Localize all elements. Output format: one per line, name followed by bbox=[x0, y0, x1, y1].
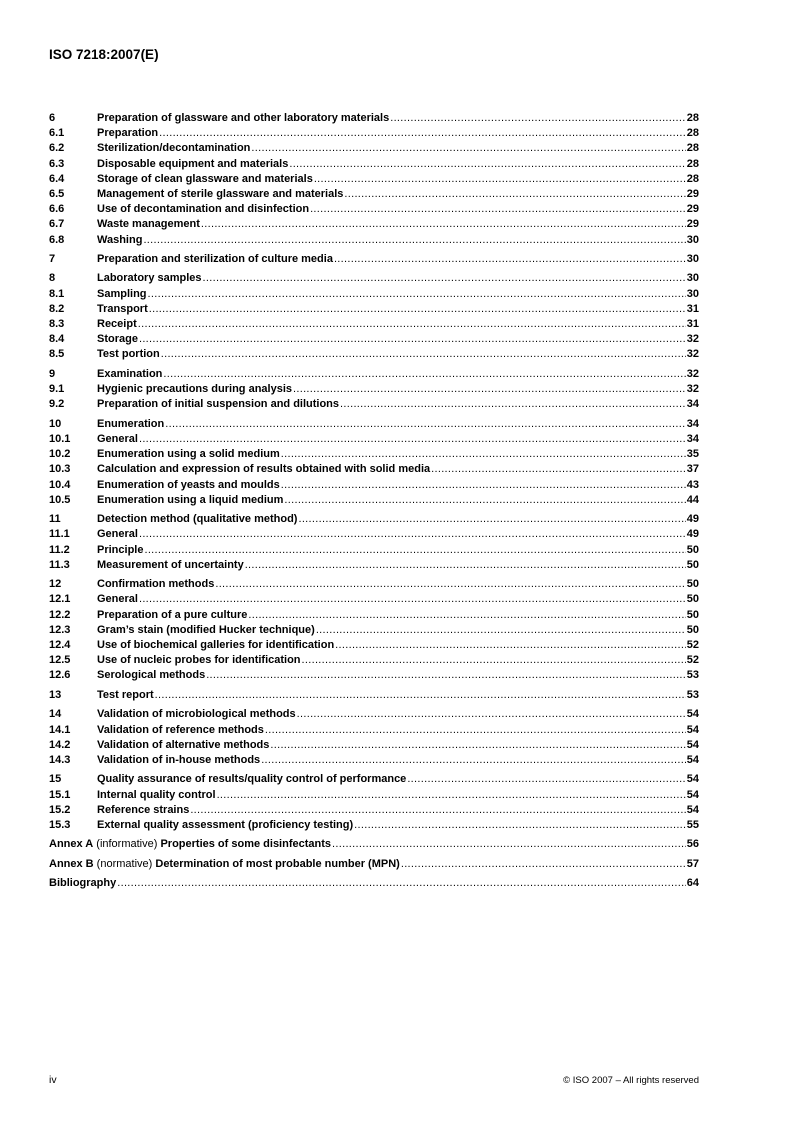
toc-page-number: 32 bbox=[686, 348, 699, 361]
toc-number: 11 bbox=[49, 513, 61, 526]
toc-number: 12 bbox=[49, 578, 62, 591]
toc-number: 7 bbox=[49, 252, 56, 265]
toc-number: 8.4 bbox=[49, 333, 65, 346]
toc-entry[interactable] bbox=[49, 141, 699, 156]
toc-page-number: 28 bbox=[686, 112, 699, 124]
toc-entry[interactable] bbox=[49, 558, 699, 573]
toc-entry[interactable] bbox=[49, 233, 699, 248]
toc-entry[interactable] bbox=[49, 317, 699, 332]
toc-leader-dots bbox=[139, 332, 686, 347]
toc-title: Use of decontamination and disinfection bbox=[97, 203, 310, 216]
toc-entry[interactable] bbox=[49, 111, 699, 126]
toc-title: Use of biochemical galleries for identification bbox=[97, 638, 335, 651]
toc-number: 6.3 bbox=[49, 157, 65, 170]
toc-leader-dots bbox=[335, 638, 686, 653]
toc-page-number: 52 bbox=[686, 638, 699, 651]
toc-leader-dots bbox=[314, 172, 686, 187]
toc-title: Enumeration bbox=[97, 417, 165, 430]
toc-page-number: 30 bbox=[686, 233, 699, 246]
copyright-notice: © ISO 2007 – All rights reserved bbox=[563, 1075, 699, 1086]
toc-title: Validation of alternative methods bbox=[97, 738, 270, 751]
toc-leader-dots bbox=[289, 157, 685, 172]
annex-qualifier: (normative) bbox=[93, 857, 156, 870]
toc-leader-dots bbox=[163, 367, 685, 382]
toc-title: Measurement of uncertainty bbox=[97, 558, 244, 571]
toc-entry[interactable] bbox=[49, 347, 699, 362]
toc-title: Calculation and expression of results obtained with solid media bbox=[97, 463, 431, 476]
toc-entry[interactable] bbox=[49, 753, 699, 768]
toc-number: 14.2 bbox=[49, 738, 71, 751]
toc-page-number: 49 bbox=[686, 513, 699, 526]
toc-title: Washing bbox=[97, 233, 143, 246]
toc-number: 6.4 bbox=[49, 172, 65, 185]
toc-page-number: 50 bbox=[686, 578, 699, 591]
toc-leader-dots bbox=[117, 876, 686, 891]
toc-page-number: 28 bbox=[686, 142, 699, 155]
toc-number: 15 bbox=[49, 773, 62, 786]
toc-entry[interactable] bbox=[49, 577, 699, 592]
toc-title: Storage bbox=[97, 333, 138, 346]
toc-page-number: 50 bbox=[686, 623, 699, 636]
toc-entry[interactable] bbox=[49, 723, 699, 738]
document-header: ISO 7218:2007(E) bbox=[49, 47, 159, 62]
annex-title: Properties of some disinfectants bbox=[160, 838, 332, 851]
toc-leader-dots bbox=[281, 447, 686, 462]
toc-leader-dots bbox=[245, 558, 686, 573]
toc-leader-dots bbox=[302, 653, 686, 668]
toc-leader-dots bbox=[161, 347, 686, 362]
toc-annex-title bbox=[49, 837, 331, 852]
toc-page-number: 57 bbox=[686, 857, 699, 870]
toc-title: Laboratory samples bbox=[97, 272, 202, 285]
toc-entry[interactable] bbox=[49, 772, 699, 787]
page-number: iv bbox=[49, 1074, 57, 1086]
toc-page-number: 30 bbox=[686, 272, 699, 285]
toc-entry[interactable] bbox=[49, 397, 699, 412]
toc-number: 12.5 bbox=[49, 654, 71, 667]
toc-number: 10.5 bbox=[49, 493, 71, 506]
toc-number: 8.3 bbox=[49, 318, 65, 331]
toc-entry[interactable] bbox=[49, 788, 699, 803]
toc-number: 12.1 bbox=[49, 593, 71, 606]
toc-title: Examination bbox=[97, 367, 163, 380]
toc-title: Confirmation methods bbox=[97, 578, 215, 591]
toc-leader-dots bbox=[265, 723, 686, 738]
toc-title: Validation of in-house methods bbox=[97, 753, 261, 766]
toc-entry[interactable] bbox=[49, 688, 699, 703]
toc-leader-dots bbox=[215, 577, 685, 592]
toc-page-number: 31 bbox=[686, 302, 699, 315]
table-of-contents bbox=[49, 111, 699, 892]
toc-entry[interactable] bbox=[49, 332, 699, 347]
toc-title: Test portion bbox=[97, 348, 160, 361]
toc-page-number: 29 bbox=[686, 203, 699, 216]
toc-page-number: 32 bbox=[686, 383, 699, 396]
toc-number: 12.6 bbox=[49, 669, 71, 682]
toc-leader-dots bbox=[390, 111, 686, 126]
toc-entry[interactable] bbox=[49, 382, 699, 397]
toc-number: 10 bbox=[49, 417, 62, 430]
toc-entry[interactable] bbox=[49, 512, 699, 527]
annex-label: Annex B bbox=[49, 857, 94, 870]
toc-annex-entry[interactable] bbox=[49, 837, 699, 852]
toc-page-number: 37 bbox=[686, 463, 699, 476]
toc-entry[interactable] bbox=[49, 302, 699, 317]
toc-entry[interactable] bbox=[49, 478, 699, 493]
toc-page-number: 54 bbox=[686, 803, 699, 816]
toc-title: Preparation of initial suspension and dilutions bbox=[97, 398, 340, 411]
toc-page-number: 34 bbox=[686, 432, 699, 445]
toc-page-number: 55 bbox=[686, 818, 699, 831]
annex-label: Annex A bbox=[49, 838, 94, 851]
toc-number: 8.2 bbox=[49, 302, 65, 315]
toc-title: Use of nucleic probes for identification bbox=[97, 654, 301, 667]
toc-leader-dots bbox=[155, 688, 686, 703]
toc-title: Reference strains bbox=[97, 803, 190, 816]
toc-leader-dots bbox=[354, 818, 686, 833]
annex-title: Determination of most probable number (MPN) bbox=[155, 857, 400, 870]
toc-entry[interactable] bbox=[49, 623, 699, 638]
toc-entry[interactable] bbox=[49, 803, 699, 818]
toc-leader-dots bbox=[206, 668, 686, 683]
toc-page-number: 54 bbox=[686, 723, 699, 736]
toc-page-number: 30 bbox=[686, 287, 699, 300]
toc-title: Enumeration using a solid medium bbox=[97, 448, 280, 461]
toc-page-number: 50 bbox=[686, 558, 699, 571]
toc-number: 14.1 bbox=[49, 723, 71, 736]
bibliography-title: Bibliography bbox=[49, 877, 117, 890]
toc-entry[interactable] bbox=[49, 592, 699, 607]
toc-page-number: 29 bbox=[686, 187, 699, 200]
toc-title: Principle bbox=[97, 543, 144, 556]
toc-entry[interactable] bbox=[49, 187, 699, 202]
toc-leader-dots bbox=[310, 202, 686, 217]
toc-title: Preparation and sterilization of culture media bbox=[97, 252, 333, 265]
toc-entry[interactable] bbox=[49, 707, 699, 722]
toc-leader-dots bbox=[203, 271, 686, 286]
toc-page-number: 43 bbox=[686, 478, 699, 491]
toc-entry[interactable] bbox=[49, 608, 699, 623]
toc-title: Preparation bbox=[97, 127, 159, 140]
toc-entry[interactable] bbox=[49, 668, 699, 683]
toc-number: 10.2 bbox=[49, 448, 71, 461]
toc-leader-dots bbox=[293, 382, 686, 397]
toc-page-number: 28 bbox=[686, 172, 699, 185]
toc-number: 10.4 bbox=[49, 478, 71, 491]
toc-bibliography-entry[interactable] bbox=[49, 876, 699, 891]
toc-number: 6.7 bbox=[49, 218, 65, 231]
toc-leader-dots bbox=[144, 543, 685, 558]
toc-title: Test report bbox=[97, 688, 154, 701]
toc-number: 13 bbox=[49, 688, 62, 701]
toc-number: 6.8 bbox=[49, 233, 65, 246]
toc-number: 6.2 bbox=[49, 142, 65, 155]
toc-leader-dots bbox=[139, 432, 686, 447]
toc-leader-dots bbox=[217, 788, 686, 803]
toc-leader-dots bbox=[139, 527, 686, 542]
toc-entry[interactable] bbox=[49, 462, 699, 477]
toc-leader-dots bbox=[340, 397, 686, 412]
toc-page-number: 52 bbox=[686, 654, 699, 667]
toc-page-number: 54 bbox=[686, 708, 699, 721]
toc-page-number: 32 bbox=[686, 367, 699, 380]
toc-leader-dots bbox=[149, 302, 686, 317]
toc-title: General bbox=[97, 528, 138, 541]
toc-leader-dots bbox=[190, 803, 685, 818]
toc-page-number: 49 bbox=[686, 528, 699, 541]
toc-number: 11.3 bbox=[49, 558, 70, 571]
toc-page-number: 64 bbox=[686, 877, 699, 890]
toc-leader-dots bbox=[334, 252, 686, 267]
toc-title: Serological methods bbox=[97, 669, 206, 682]
toc-page-number: 29 bbox=[686, 218, 699, 231]
toc-entry[interactable] bbox=[49, 527, 699, 542]
toc-title: General bbox=[97, 593, 138, 606]
toc-number: 6.5 bbox=[49, 187, 65, 200]
toc-leader-dots bbox=[148, 287, 686, 302]
toc-leader-dots bbox=[251, 141, 685, 156]
toc-leader-dots bbox=[407, 772, 685, 787]
toc-entry[interactable] bbox=[49, 818, 699, 833]
toc-title: Sampling bbox=[97, 287, 147, 300]
toc-page-number: 44 bbox=[686, 493, 699, 506]
toc-title: Enumeration of yeasts and moulds bbox=[97, 478, 280, 491]
toc-annex-entry[interactable] bbox=[49, 857, 699, 872]
toc-number: 6.6 bbox=[49, 203, 65, 216]
toc-number: 9.2 bbox=[49, 398, 65, 411]
toc-number: 14 bbox=[49, 708, 62, 721]
toc-title: Gram’s stain (modified Hucker technique) bbox=[97, 623, 315, 636]
annex-qualifier: (informative) bbox=[93, 838, 161, 851]
toc-page-number: 28 bbox=[686, 127, 699, 140]
toc-leader-dots bbox=[248, 608, 685, 623]
toc-leader-dots bbox=[201, 217, 686, 232]
toc-title: Preparation of a pure culture bbox=[97, 608, 248, 621]
toc-number: 11.2 bbox=[49, 543, 70, 556]
toc-page-number: 34 bbox=[686, 398, 699, 411]
toc-title: Hygienic precautions during analysis bbox=[97, 383, 292, 396]
toc-leader-dots bbox=[401, 857, 686, 872]
toc-entry[interactable] bbox=[49, 252, 699, 267]
toc-title: General bbox=[97, 432, 138, 445]
toc-page-number: 54 bbox=[686, 773, 699, 786]
toc-entry[interactable] bbox=[49, 638, 699, 653]
toc-leader-dots bbox=[138, 317, 686, 332]
toc-title: Sterilization/decontamination bbox=[97, 142, 251, 155]
toc-entry[interactable] bbox=[49, 417, 699, 432]
toc-leader-dots bbox=[297, 707, 686, 722]
toc-entry[interactable] bbox=[49, 738, 699, 753]
toc-page-number: 32 bbox=[686, 333, 699, 346]
toc-entry[interactable] bbox=[49, 217, 699, 232]
toc-leader-dots bbox=[270, 738, 685, 753]
toc-annex-title bbox=[49, 857, 400, 872]
toc-page-number: 50 bbox=[686, 608, 699, 621]
toc-page-number: 35 bbox=[686, 448, 699, 461]
toc-page-number: 50 bbox=[686, 543, 699, 556]
toc-title: Storage of clean glassware and materials bbox=[97, 172, 313, 185]
toc-number: 15.3 bbox=[49, 818, 71, 831]
toc-entry[interactable] bbox=[49, 126, 699, 141]
toc-number: 12.4 bbox=[49, 638, 71, 651]
toc-page-number: 31 bbox=[686, 318, 699, 331]
toc-title: Waste management bbox=[97, 218, 200, 231]
toc-leader-dots bbox=[281, 478, 686, 493]
toc-page-number: 56 bbox=[686, 838, 699, 851]
toc-number: 11.1 bbox=[49, 528, 70, 541]
toc-page-number: 34 bbox=[686, 417, 699, 430]
toc-title: Validation of microbiological methods bbox=[97, 708, 296, 721]
toc-entry[interactable] bbox=[49, 543, 699, 558]
toc-entry[interactable] bbox=[49, 287, 699, 302]
toc-number: 15.2 bbox=[49, 803, 71, 816]
toc-page-number: 54 bbox=[686, 788, 699, 801]
toc-page-number: 30 bbox=[686, 252, 699, 265]
toc-leader-dots bbox=[159, 126, 686, 141]
toc-number: 12.2 bbox=[49, 608, 71, 621]
toc-page-number: 50 bbox=[686, 593, 699, 606]
toc-number: 6.1 bbox=[49, 127, 65, 140]
toc-leader-dots bbox=[316, 623, 686, 638]
toc-entry[interactable] bbox=[49, 157, 699, 172]
toc-title: Quality assurance of results/quality control of performance bbox=[97, 773, 407, 786]
toc-title: Disposable equipment and materials bbox=[97, 157, 289, 170]
toc-number: 15.1 bbox=[49, 788, 71, 801]
toc-number: 9.1 bbox=[49, 383, 65, 396]
toc-number: 8.1 bbox=[49, 287, 65, 300]
toc-leader-dots bbox=[344, 187, 685, 202]
toc-title: Transport bbox=[97, 302, 148, 315]
toc-number: 14.3 bbox=[49, 753, 71, 766]
toc-entry[interactable] bbox=[49, 447, 699, 462]
toc-title: Management of sterile glassware and materials bbox=[97, 187, 344, 200]
toc-leader-dots bbox=[261, 753, 686, 768]
toc-leader-dots bbox=[143, 233, 685, 248]
toc-page-number: 54 bbox=[686, 738, 699, 751]
toc-title: Preparation of glassware and other laboratory materials bbox=[97, 112, 390, 124]
toc-leader-dots bbox=[431, 462, 686, 477]
toc-leader-dots bbox=[298, 512, 685, 527]
toc-page-number: 28 bbox=[686, 157, 699, 170]
toc-number: 9 bbox=[49, 367, 56, 380]
toc-entry[interactable] bbox=[49, 432, 699, 447]
toc-entry[interactable] bbox=[49, 172, 699, 187]
toc-number: 6 bbox=[49, 112, 56, 124]
toc-title: Internal quality control bbox=[97, 788, 216, 801]
toc-leader-dots bbox=[284, 493, 685, 508]
toc-number: 10.3 bbox=[49, 463, 71, 476]
toc-page-number: 54 bbox=[686, 753, 699, 766]
toc-entry[interactable] bbox=[49, 367, 699, 382]
toc-page-number: 53 bbox=[686, 669, 699, 682]
toc-title: Receipt bbox=[97, 318, 137, 331]
toc-number: 10.1 bbox=[49, 432, 71, 445]
toc-entry[interactable] bbox=[49, 271, 699, 286]
toc-entry[interactable] bbox=[49, 493, 699, 508]
toc-number: 8.5 bbox=[49, 348, 65, 361]
toc-title: Detection method (qualitative method) bbox=[97, 513, 298, 526]
toc-number: 8 bbox=[49, 272, 56, 285]
toc-entry[interactable] bbox=[49, 202, 699, 217]
toc-leader-dots bbox=[139, 592, 686, 607]
toc-title: External quality assessment (proficiency testing) bbox=[97, 818, 354, 831]
toc-number: 12.3 bbox=[49, 623, 71, 636]
toc-title: Enumeration using a liquid medium bbox=[97, 493, 284, 506]
toc-page-number: 53 bbox=[686, 688, 699, 701]
toc-title: Validation of reference methods bbox=[97, 723, 264, 736]
toc-entry[interactable] bbox=[49, 653, 699, 668]
toc-leader-dots bbox=[165, 417, 686, 432]
toc-leader-dots bbox=[332, 837, 686, 852]
